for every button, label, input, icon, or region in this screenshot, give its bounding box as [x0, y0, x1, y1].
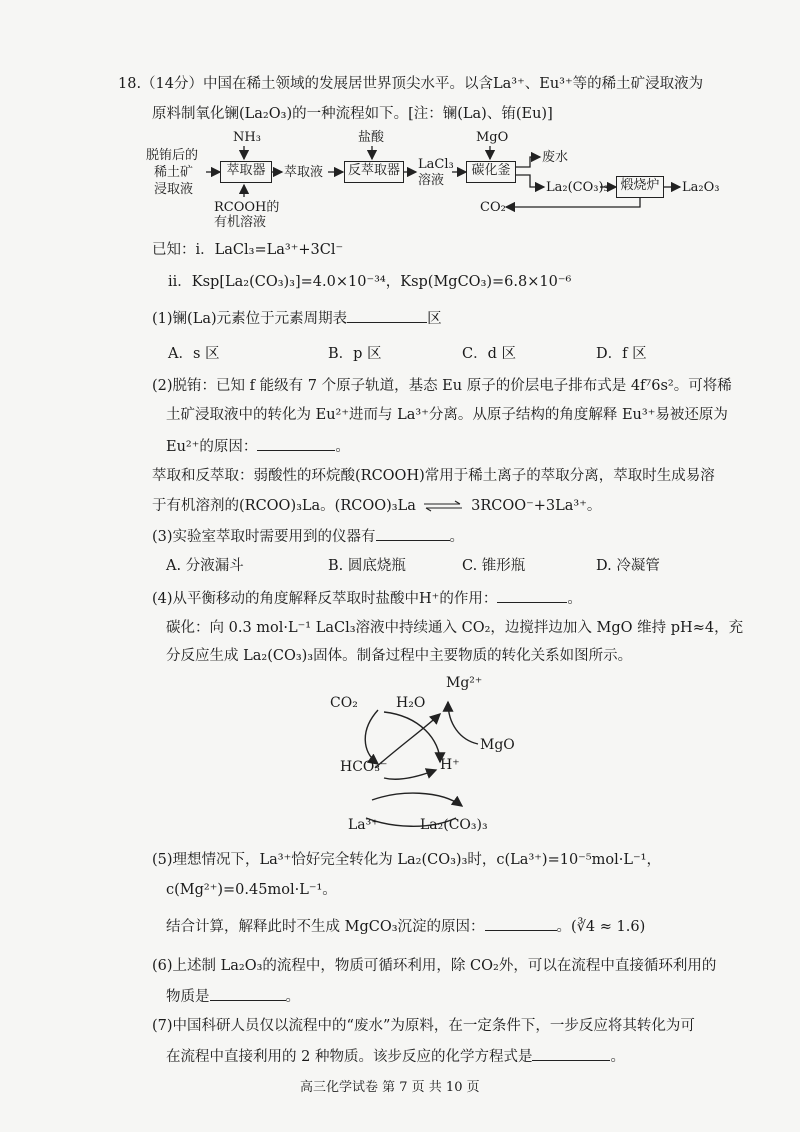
question-intro-line1: 18.（14分）中国在稀土领域的发展居世界顶尖水平。以含La³⁺、Eu³⁺等的稀土矿浸取液为	[118, 76, 704, 92]
flow-co2: CO₂	[480, 200, 506, 215]
flow-raw-material-1: 脱铕后的	[146, 148, 199, 163]
flow-la2co3: La₂(CO₃)₃	[546, 180, 609, 195]
q3-option-a[interactable]: A. 分液漏斗	[166, 558, 244, 574]
cycle-mgo: MgO	[480, 737, 515, 753]
question-intro-line2: 原料制氧化镧(La₂O₃)的一种流程如下。[注：镧(La)、铕(Eu)]	[152, 106, 553, 122]
known-ii: ii．Ksp[La₂(CO₃)₃]=4.0×10⁻³⁴，Ksp(MgCO₃)=6.8×10⁻⁶	[168, 274, 572, 290]
cycle-h: H⁺	[440, 757, 460, 773]
q6-line2: 物质是 。	[166, 986, 300, 1007]
q1-option-b[interactable]: B．p 区	[328, 346, 382, 362]
q7-answer-blank[interactable]	[532, 1046, 610, 1061]
flow-mgo: MgO	[476, 130, 509, 145]
back-extractor-box: 反萃取器	[344, 161, 404, 183]
q1-option-a[interactable]: A．s 区	[168, 346, 220, 362]
q6-answer-blank[interactable]	[210, 986, 286, 1001]
q3-option-b[interactable]: B. 圆底烧瓶	[328, 558, 406, 574]
q2-line2: 土矿浸取液中的转化为 Eu²⁺进而与 La³⁺分离。从原子结构的角度解释 Eu³⁺易被还原为	[166, 407, 728, 423]
cycle-co2: CO₂	[330, 695, 358, 711]
q1-option-d[interactable]: D．f 区	[596, 346, 647, 362]
flow-nh3: NH₃	[233, 130, 261, 145]
q3-option-c[interactable]: C. 锥形瓶	[462, 558, 526, 574]
flow-waste-water: 废水	[542, 150, 569, 165]
flow-hcl: 盐酸	[358, 130, 385, 145]
q5-answer-blank[interactable]	[485, 916, 557, 931]
flow-lacl3-2: 溶液	[418, 173, 445, 188]
q5-line2: c(Mg²⁺)=0.45mol·L⁻¹。	[166, 882, 337, 898]
page-footer: 高三化学试卷 第 7 页 共 10 页	[300, 1080, 480, 1095]
q5-line1: (5)理想情况下，La³⁺恰好完全转化为 La₂(CO₃)₃时，c(La³⁺)=10⁻⁵mol·L⁻¹，	[152, 852, 661, 868]
q3-option-d[interactable]: D. 冷凝管	[596, 558, 660, 574]
known-i: 已知：i．LaCl₃=La³⁺+3Cl⁻	[152, 242, 344, 258]
q1-text: (1)镧(La)元素位于元素周期表 区	[152, 308, 442, 329]
flow-extract-liquid: 萃取液	[284, 165, 324, 180]
q3-text: (3)实验室萃取时需要用到的仪器有 。	[152, 526, 464, 547]
cycle-la: La³⁺	[348, 817, 379, 833]
furnace-box: 煅烧炉	[616, 176, 664, 198]
extraction-line2: 于有机溶剂的(RCOO)₃La。(RCOO)₃La 3RCOO⁻+3La³⁺。	[152, 498, 602, 514]
carbonization-line1: 碳化：向 0.3 mol·L⁻¹ LaCl₃溶液中持续通入 CO₂，边搅拌边加入 MgO 维持 pH≈4，充	[166, 620, 744, 636]
q7-line2: 在流程中直接利用的 2 种物质。该步反应的化学方程式是 。	[166, 1046, 625, 1067]
cycle-hco3: HCO₃⁻	[340, 759, 388, 775]
carbonization-line2: 分反应生成 La₂(CO₃)₃固体。制备过程中主要物质的转化关系如图所示。	[166, 648, 633, 664]
q1-option-c[interactable]: C．d 区	[462, 346, 516, 362]
flow-la2o3: La₂O₃	[682, 180, 720, 195]
flow-rcooh-2: 有机溶液	[214, 215, 267, 230]
q2-line3: Eu²⁺的原因： 。	[166, 436, 350, 457]
flow-raw-material-3: 浸取液	[154, 182, 194, 197]
q6-line1: (6)上述制 La₂O₃的流程中，物质可循环利用，除 CO₂外，可以在流程中直接循环利用的	[152, 958, 717, 974]
q2-line1: (2)脱铕：已知 f 能级有 7 个原子轨道，基态 Eu 原子的价层电子排布式是 4f⁷6s²。可将稀	[152, 378, 732, 394]
cycle-h2o: H₂O	[396, 695, 426, 711]
q5-line3: 结合计算，解释此时不生成 MgCO₃沉淀的原因： 。(∛4 ≈ 1.6)	[166, 916, 645, 937]
cycle-mg: Mg²⁺	[446, 675, 483, 691]
flow-rcooh-1: RCOOH的	[214, 200, 280, 215]
flow-lacl3-1: LaCl₃	[418, 157, 454, 172]
extractor-box: 萃取器	[220, 161, 272, 183]
carbonizer-box: 碳化釜	[466, 161, 516, 183]
cycle-la2co3: La₂(CO₃)₃	[420, 817, 488, 833]
flow-raw-material-2: 稀土矿	[154, 165, 194, 180]
extraction-line1: 萃取和反萃取：弱酸性的环烷酸(RCOOH)常用于稀土离子的萃取分离，萃取时生成易溶	[152, 468, 715, 484]
q7-line1: (7)中国科研人员仅以流程中的“废水”为原料，在一定条件下，一步反应将其转化为可	[152, 1018, 695, 1034]
q4-text: (4)从平衡移动的角度解释反萃取时盐酸中H⁺的作用： 。	[152, 588, 582, 609]
